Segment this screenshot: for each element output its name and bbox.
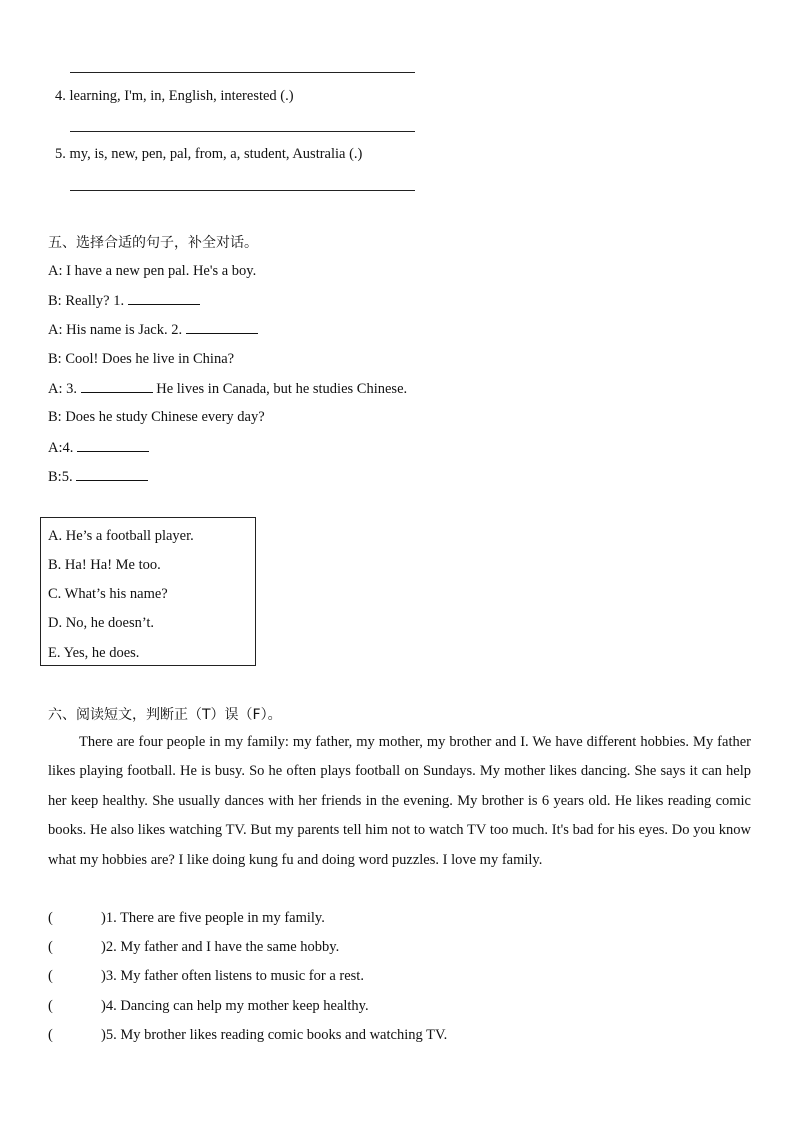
option-c: C. What’s his name?	[48, 586, 168, 602]
reorder-item-5: 5. my, is, new, pen, pal, from, a, student, Australia (.)	[55, 146, 363, 162]
dialogue-text: 3.	[62, 381, 81, 397]
dialogue-line	[48, 439, 149, 457]
tf-statement: )2. My father and I have the same hobby.	[101, 939, 340, 955]
dialogue-line	[48, 468, 148, 486]
dialogue-text: Cool! Does he live in China?	[61, 351, 235, 367]
tf-statement: )5. My brother likes reading comic books and watching TV.	[101, 1027, 448, 1043]
dialogue-line	[48, 380, 407, 398]
option-a: A. He’s a football player.	[48, 528, 194, 544]
passage-text: There are four people in my family: my father, my mother, my brother and I. We have different hobbies. My father likes playing football. He is busy. So he often plays football on Sundays. My mother likes dancing. She says it can help her keep healthy. She usually dances with her friends in the evening. My brother is 6 years old. He likes reading comic books. He also likes watching TV. But my parents tell him not to watch TV too much. It's bad for his eyes. Do you know what my hobbies are? I like doing kung fu and doing word puzzles. I love my family.	[48, 734, 751, 868]
dialogue-text: 4.	[62, 440, 77, 456]
dialogue-text: Does he study Chinese every day?	[61, 409, 265, 425]
speaker-label: A:	[48, 263, 63, 279]
dialogue-line	[48, 409, 265, 426]
dialogue-line	[48, 292, 200, 310]
speaker-label: A:	[48, 440, 63, 456]
answer-line-4[interactable]	[70, 131, 415, 132]
tf-statement: )4. Dancing can help my mother keep healthy.	[101, 998, 369, 1014]
option-e: E. Yes, he does.	[48, 645, 140, 661]
section-5-title: 五、选择合适的句子，补全对话。	[48, 235, 258, 251]
answer-line-3[interactable]	[70, 72, 415, 73]
answer-paren[interactable]: (	[48, 910, 53, 926]
dialogue-line	[48, 321, 258, 339]
answer-line-5[interactable]	[70, 190, 415, 191]
speaker-label: A:	[48, 381, 63, 397]
dialogue-text: His name is Jack. 2.	[62, 322, 186, 338]
dialogue-text: He lives in Canada, but he studies Chinese.	[152, 381, 408, 397]
option-d: D. No, he doesn’t.	[48, 615, 155, 631]
answer-paren[interactable]: (	[48, 968, 53, 984]
reading-passage	[48, 728, 751, 875]
answer-blank[interactable]	[128, 292, 200, 305]
option-b: B. Ha! Ha! Me too.	[48, 557, 161, 573]
speaker-label: B:	[48, 293, 62, 309]
answer-paren[interactable]: (	[48, 939, 53, 955]
options-box	[40, 517, 256, 666]
answer-paren[interactable]: (	[48, 1027, 53, 1043]
tf-statement: )3. My father often listens to music for a rest.	[101, 968, 364, 984]
answer-paren[interactable]: (	[48, 998, 53, 1014]
section-6-title: 六、阅读短文，判断正（T）误（F）。	[48, 707, 282, 723]
dialogue-line	[48, 263, 256, 280]
answer-blank[interactable]	[76, 468, 148, 481]
speaker-label: A:	[48, 322, 63, 338]
dialogue-line	[48, 351, 234, 368]
speaker-label: B:	[48, 409, 62, 425]
speaker-label: B:	[48, 351, 62, 367]
tf-statement: )1. There are five people in my family.	[101, 910, 325, 926]
reorder-item-4: 4. learning, I'm, in, English, interested (.)	[55, 88, 294, 104]
speaker-label: B:	[48, 469, 62, 485]
answer-blank[interactable]	[81, 380, 153, 393]
dialogue-text: I have a new pen pal. He's a boy.	[62, 263, 257, 279]
dialogue-text: 5.	[61, 469, 77, 485]
answer-blank[interactable]	[186, 321, 258, 334]
answer-blank[interactable]	[77, 439, 149, 452]
dialogue-text: Really? 1.	[61, 293, 128, 309]
